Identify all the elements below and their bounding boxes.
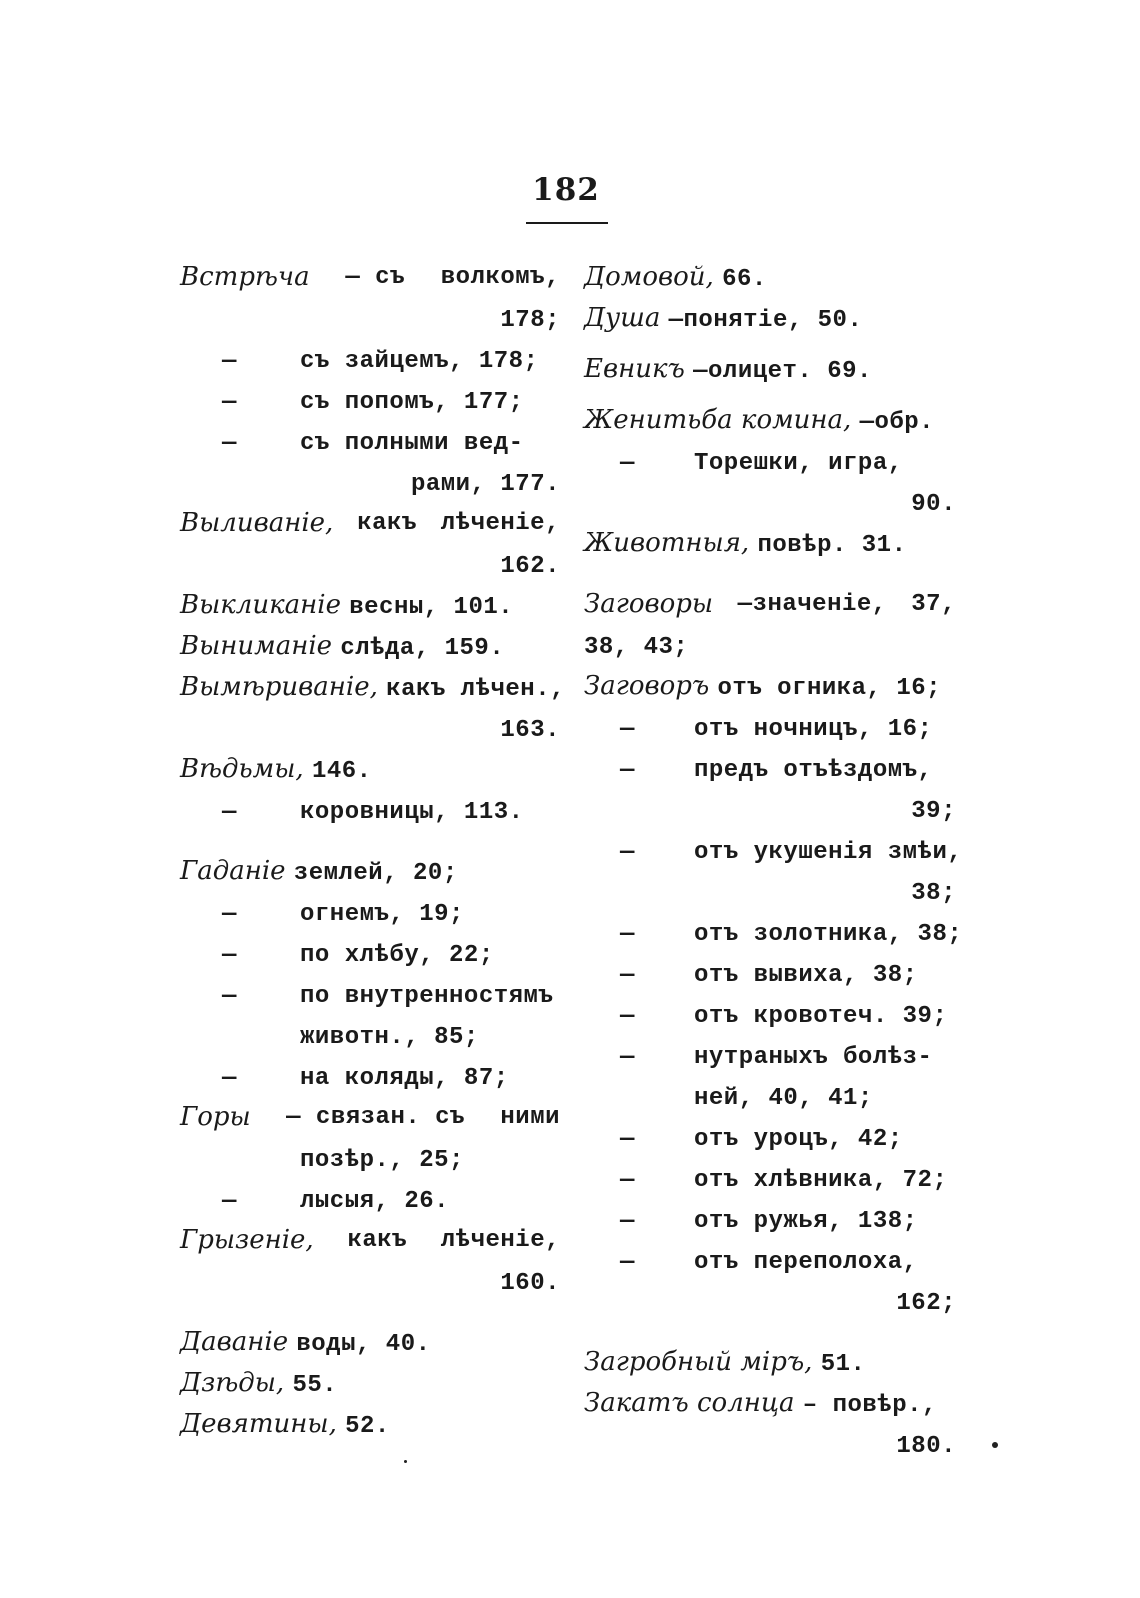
index-entry-text: —олицет. 69.	[693, 358, 872, 385]
section-gap	[584, 564, 956, 584]
index-entry	[180, 626, 560, 667]
subentry-dash: —	[620, 450, 635, 477]
print-speck	[404, 1460, 407, 1463]
index-entry	[180, 257, 560, 298]
index-continuation	[584, 1424, 956, 1465]
index-subentry	[180, 933, 560, 974]
index-entry-text: воды, 40.	[296, 1331, 431, 1358]
index-subentry	[584, 1158, 956, 1199]
index-entry-text: лѣченіе,	[440, 1227, 560, 1254]
index-entry-text: землей, 20;	[293, 860, 458, 887]
index-subentry	[584, 1199, 956, 1240]
index-entry-text: – повѣр.,	[802, 1392, 937, 1419]
index-entry	[180, 1404, 560, 1445]
subentry-text: нутраныхъ болѣз-	[694, 1044, 933, 1071]
index-term: Вымѣриваніе,	[180, 672, 378, 702]
subentry-dash: —	[222, 983, 237, 1010]
page-reference: 178;	[500, 307, 560, 334]
index-subentry	[180, 421, 560, 462]
subentry-dash: —	[620, 1003, 635, 1030]
index-entry	[584, 349, 956, 390]
index-continuation	[180, 462, 560, 503]
subentry-text: отъ переполоха,	[694, 1249, 918, 1276]
index-entry-head	[180, 856, 458, 886]
index-continuation	[180, 1261, 560, 1302]
subentry-text: коровницы, 113.	[300, 799, 524, 826]
index-entry-head	[584, 303, 862, 333]
subentry-dash: —	[620, 1167, 635, 1194]
subentry-text: отъ хлѣвника, 72;	[694, 1167, 948, 1194]
subentry-text: по хлѣбу, 22;	[300, 942, 494, 969]
subentry-dash: —	[620, 1044, 635, 1071]
index-term: Выниманіе	[180, 631, 333, 661]
index-entry	[584, 400, 956, 441]
subentry-text: по внутренностямъ	[300, 983, 554, 1010]
page-reference: рами, 177.	[410, 471, 560, 498]
subentry-dash: —	[620, 921, 635, 948]
index-entry	[180, 749, 560, 790]
page-reference: 163.	[500, 717, 560, 744]
subentry-text: отъ ночницъ, 16;	[694, 716, 933, 743]
page-reference: 90.	[911, 491, 956, 518]
index-entry-text: 66.	[722, 266, 767, 293]
index-subentry	[584, 830, 963, 871]
index-entry	[584, 584, 956, 625]
subentry-dash: —	[222, 799, 237, 826]
subentry-dash: —	[222, 901, 237, 928]
print-speck	[992, 1442, 998, 1448]
index-entry-text: волкомъ,	[440, 264, 560, 291]
index-entry	[180, 1363, 560, 1404]
subentry-text: предъ отъѣздомъ,	[694, 757, 933, 784]
index-subentry	[584, 1076, 956, 1117]
index-entry-text: лѣченіе,	[440, 510, 560, 537]
page-reference: 39;	[911, 798, 956, 825]
subentry-dash: —	[222, 1188, 237, 1215]
index-entry-head	[584, 1388, 937, 1418]
subentry-text: позѣр., 25;	[300, 1147, 464, 1174]
index-term: Горы	[180, 1102, 251, 1132]
index-subentry	[584, 1035, 956, 1076]
index-term: Выливаніе,	[180, 508, 334, 538]
subentry-text: лысыя, 26.	[300, 1188, 450, 1215]
index-entry	[584, 257, 956, 298]
subentry-text: Торешки, игра,	[694, 450, 903, 477]
index-entry-head	[584, 405, 934, 435]
index-subentry	[180, 339, 560, 380]
subentry-text: ней, 40, 41;	[694, 1085, 873, 1112]
index-entry-text: 55.	[292, 1372, 338, 1399]
index-entry-head	[180, 590, 513, 620]
index-term: Закатъ солнца	[584, 1388, 795, 1418]
index-entry-head	[584, 354, 872, 384]
index-entry-head	[180, 631, 504, 661]
index-entry-text: какъ	[357, 510, 417, 537]
index-term: Загробный міръ,	[584, 1347, 813, 1377]
subentry-text: съ зайцемъ, 178;	[300, 348, 539, 375]
index-column-right	[584, 257, 963, 1465]
index-subentry	[180, 1015, 560, 1056]
index-term: Заговоръ	[584, 671, 710, 701]
subentry-dash: —	[222, 389, 237, 416]
subentry-text: огнемъ, 19;	[300, 901, 464, 928]
index-entry-text: —понятіе, 50.	[668, 307, 863, 334]
subentry-dash: —	[620, 962, 635, 989]
index-entry	[180, 667, 565, 708]
index-entry-text: 146.	[311, 758, 372, 785]
index-term: Встрѣча	[180, 262, 310, 292]
index-entry-head	[584, 262, 767, 292]
index-term: Дзѣды,	[180, 1368, 285, 1398]
index-term: Домовой,	[584, 262, 714, 292]
index-subentry	[180, 1138, 560, 1179]
index-entry	[584, 298, 956, 339]
section-gap	[180, 1302, 560, 1322]
index-entry-text: какъ лѣчен.,	[386, 676, 565, 703]
subentry-dash: —	[620, 716, 635, 743]
index-entry	[180, 851, 560, 892]
index-entry-text: повѣр. 31.	[757, 532, 907, 559]
index-term: Гаданіе	[180, 856, 286, 886]
index-entry-text: —значеніе,	[737, 591, 887, 618]
index-subentry	[584, 707, 956, 748]
index-entry	[180, 1322, 560, 1363]
index-term: Даваніе	[180, 1327, 289, 1357]
index-continuation	[584, 1281, 956, 1322]
index-entry	[584, 666, 956, 707]
index-subentry	[180, 1056, 560, 1097]
index-continuation	[584, 789, 956, 830]
subentry-dash: —	[620, 757, 635, 784]
index-entry	[584, 1342, 956, 1383]
index-subentry	[180, 1179, 560, 1220]
index-continuation	[584, 625, 956, 666]
subentry-dash: —	[222, 1065, 237, 1092]
subentry-dash: —	[620, 839, 635, 866]
index-entry-text: весны, 101.	[349, 594, 514, 621]
subentry-dash: —	[620, 1126, 635, 1153]
index-entry-text: — связан. съ	[286, 1104, 465, 1131]
index-entry-text: 37,	[911, 591, 956, 618]
index-entry-text: 52.	[345, 1413, 390, 1440]
subentry-text: отъ вывиха, 38;	[694, 962, 918, 989]
index-subentry	[180, 974, 560, 1015]
index-entry-text: — съ	[345, 264, 405, 291]
page-reference: 162;	[896, 1290, 956, 1317]
subentry-text: отъ кровотеч. 39;	[694, 1003, 948, 1030]
subentry-text: съ попомъ, 177;	[300, 389, 524, 416]
subentry-text: съ полными вед-	[300, 430, 524, 457]
index-entry-text: какъ	[347, 1227, 408, 1254]
index-entry-text: 51.	[820, 1351, 866, 1378]
index-continuation	[584, 871, 956, 912]
page-reference: 38;	[911, 880, 956, 907]
index-entry-head	[180, 1220, 314, 1261]
index-entry-head	[180, 672, 565, 702]
index-entry-head	[180, 257, 310, 298]
index-subentry	[180, 892, 560, 933]
index-subentry	[584, 1117, 956, 1158]
index-entry-text: слѣда, 159.	[340, 635, 505, 662]
page-reference: 160.	[500, 1270, 560, 1297]
index-entry	[180, 1220, 560, 1261]
index-entry-text: ними	[500, 1104, 560, 1131]
index-continuation	[584, 482, 956, 523]
index-entry-head	[584, 671, 941, 701]
index-entry	[180, 585, 560, 626]
index-entry-text: отъ огника, 16;	[717, 675, 942, 702]
subentry-text: отъ укушенія змѣи,	[694, 839, 963, 866]
section-gap	[180, 831, 560, 851]
subentry-dash: —	[222, 430, 237, 457]
page-reference: 38, 43;	[584, 634, 689, 661]
index-term: Животныя,	[584, 528, 750, 558]
index-subentry	[180, 380, 560, 421]
index-subentry	[584, 748, 956, 789]
index-subentry	[584, 953, 956, 994]
page-number: 182	[532, 172, 600, 208]
index-entry-text: —обр.	[859, 409, 935, 436]
subentry-dash: —	[620, 1249, 635, 1276]
index-subentry	[584, 912, 963, 953]
index-subentry	[584, 441, 956, 482]
index-continuation	[180, 708, 560, 749]
index-continuation	[180, 544, 560, 585]
index-column-left	[180, 257, 565, 1445]
page-number-rule	[526, 222, 608, 224]
index-entry-head	[584, 1347, 865, 1377]
subentry-text: отъ уроцъ, 42;	[694, 1126, 903, 1153]
subentry-text: животн., 85;	[300, 1024, 479, 1051]
subentry-dash: —	[620, 1208, 635, 1235]
index-entry-head	[180, 1327, 431, 1357]
index-term: Выкликаніе	[180, 590, 341, 620]
index-term: Женитьба комина,	[584, 405, 852, 435]
subentry-dash: —	[222, 348, 237, 375]
index-entry-head	[180, 754, 372, 784]
section-gap	[584, 1322, 956, 1342]
index-term: Грызеніе,	[180, 1225, 314, 1255]
index-subentry	[180, 790, 560, 831]
index-term: Душа	[584, 303, 661, 333]
index-entry-head	[180, 1409, 390, 1439]
subentry-text: отъ ружья, 138;	[694, 1208, 918, 1235]
index-term: Вѣдьмы,	[180, 754, 304, 784]
index-entry-head	[180, 503, 333, 544]
index-term: Евникъ	[584, 354, 685, 384]
index-subentry	[584, 994, 956, 1035]
page-reference: 162.	[500, 553, 560, 580]
index-continuation	[180, 298, 560, 339]
index-entry	[584, 1383, 956, 1424]
index-entry	[584, 523, 956, 564]
subentry-dash: —	[222, 942, 237, 969]
index-entry	[180, 1097, 560, 1138]
subentry-text: отъ золотника, 38;	[694, 921, 963, 948]
index-subentry	[584, 1240, 956, 1281]
page-reference: 180.	[896, 1433, 956, 1460]
index-term: Заговоры	[584, 589, 714, 619]
section-gap	[584, 339, 956, 349]
index-term: Девятины,	[180, 1409, 337, 1439]
index-entry-head	[584, 584, 713, 625]
index-entry	[180, 503, 560, 544]
section-gap	[584, 390, 956, 400]
index-entry-head	[584, 528, 906, 558]
index-entry-head	[180, 1368, 337, 1398]
index-entry-head	[180, 1097, 251, 1138]
subentry-text: на коляды, 87;	[300, 1065, 509, 1092]
